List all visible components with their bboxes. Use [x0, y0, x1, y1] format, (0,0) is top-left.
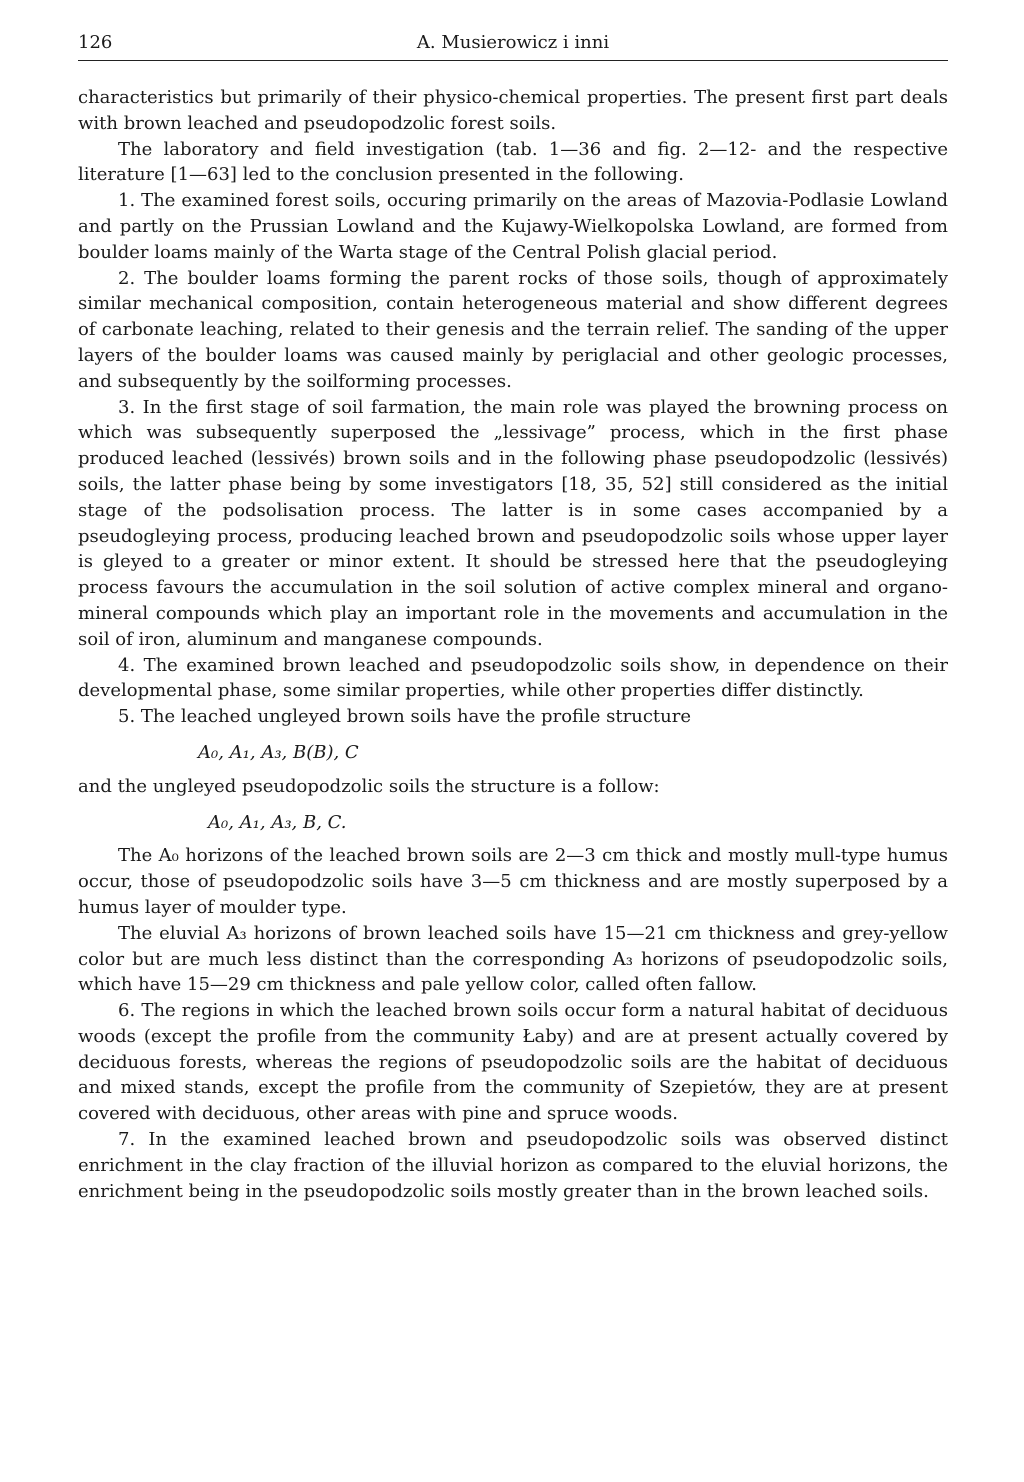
paragraph-continuation: characteristics but primarily of their physico-chemical properties. The present first part deals with brown leached and pseudopodzolic forest soils. [78, 87, 948, 134]
paragraph-point-6: 6. The regions in which the leached brown soils occur form a natural habitat of deciduous woods (except the profile from the community Łaby) and are at present actually covered by deciduous forests, whereas the regions of pseudopodzolic soils are the habitat of deciduous and mixed stands, except the profile from the community of Szepietów, they are at present covered with deciduous, other areas with pine and spruce woods. [78, 1000, 948, 1125]
page-number: 126 [78, 32, 113, 53]
paragraph-investigation: The laboratory and field investigation (tab. 1—36 and fig. 2—12- and the respective literature [1—63] led to the conclusion presented in the following. [78, 138, 948, 186]
running-head: A. Musierowicz i inni [416, 32, 610, 53]
paragraph-a0-horizons: The A₀ horizons of the leached brown soils are 2—3 cm thick and mostly mull-type humus occur, those of pseudopodzolic soils have 3—5 cm thickness and are mostly superposed by a humus layer of moulder type. [78, 845, 948, 918]
paragraph-point-1: 1. The examined forest soils, occuring primarily on the areas of Mazovia-Podlasie Lowland and partly on the Prussian Lowland and the Kujawy-Wielkopolska Lowland, are formed from boulder loams mainly of the Warta stage of the Central Polish glacial period. [78, 190, 948, 263]
profile-formula-pseudopodzolic: A₀, A₁, A₃, B, C. [208, 811, 347, 833]
paragraph-pseudopodzolic-structure: and the ungleyed pseudopodzolic soils the structure is a follow: [78, 775, 660, 797]
paragraph-point-7: 7. In the examined leached brown and pseudopodzolic soils was observed distinct enrichment in the clay fraction of the illuvial horizon as compared to the eluvial horizons, the enrichment being in the pseudopodzolic soils mostly greater than in the brown leached soils. [78, 1129, 948, 1202]
document-page [78, 28, 948, 1204]
paragraph-point-3: 3. In the first stage of soil farmation, the main role was played the browning process on which was subsequently superposed the „lessivage” process, which in the first phase produced leached (lessivés) brown soils and in the following phase pseudopodzolic (lessivés) soils, the latter phase being by some investigators [18, 35, 52] still considered as the initial stage of the podsolisation process. The latter is in some cases accompanied by a pseudogleying process, producing leached brown and pseudopodzolic soils whose upper layer is gleyed to a greater or minor extent. It should be stressed here that the pseudogleying process favours the accumulation in the soil solution of active complex mineral and organo-mineral compounds which play an important role in the movements and accumulation in the soil of iron, aluminum and manganese compounds. [78, 396, 948, 650]
paragraph-point-2: 2. The boulder loams forming the parent rocks of those soils, though of approximately similar mechanical composition, contain heterogeneous material and show different degrees of carbonate leaching, related to their genesis and the terrain relief. The sanding of the upper layers of the boulder loams was caused mainly by periglacial and other geologic processes, and subsequently by the soilforming processes. [78, 267, 948, 392]
paragraph-point-5: 5. The leached ungleyed brown soils have the profile structure [118, 706, 691, 728]
body-text [78, 85, 948, 1204]
page-header [78, 28, 948, 61]
profile-formula-brown: A₀, A₁, A₃, B(B), C [198, 741, 359, 763]
paragraph-point-4: 4. The examined brown leached and pseudopodzolic soils show, in dependence on their developmental phase, some similar properties, while other properties differ distinctly. [78, 654, 948, 702]
paragraph-a3-horizons: The eluvial A₃ horizons of brown leached soils have 15—21 cm thickness and grey-yellow color but are much less distinct than the corresponding A₃ horizons of pseudopodzolic soils, which have 15—29 cm thickness and pale yellow color, called often fallow. [78, 922, 948, 996]
